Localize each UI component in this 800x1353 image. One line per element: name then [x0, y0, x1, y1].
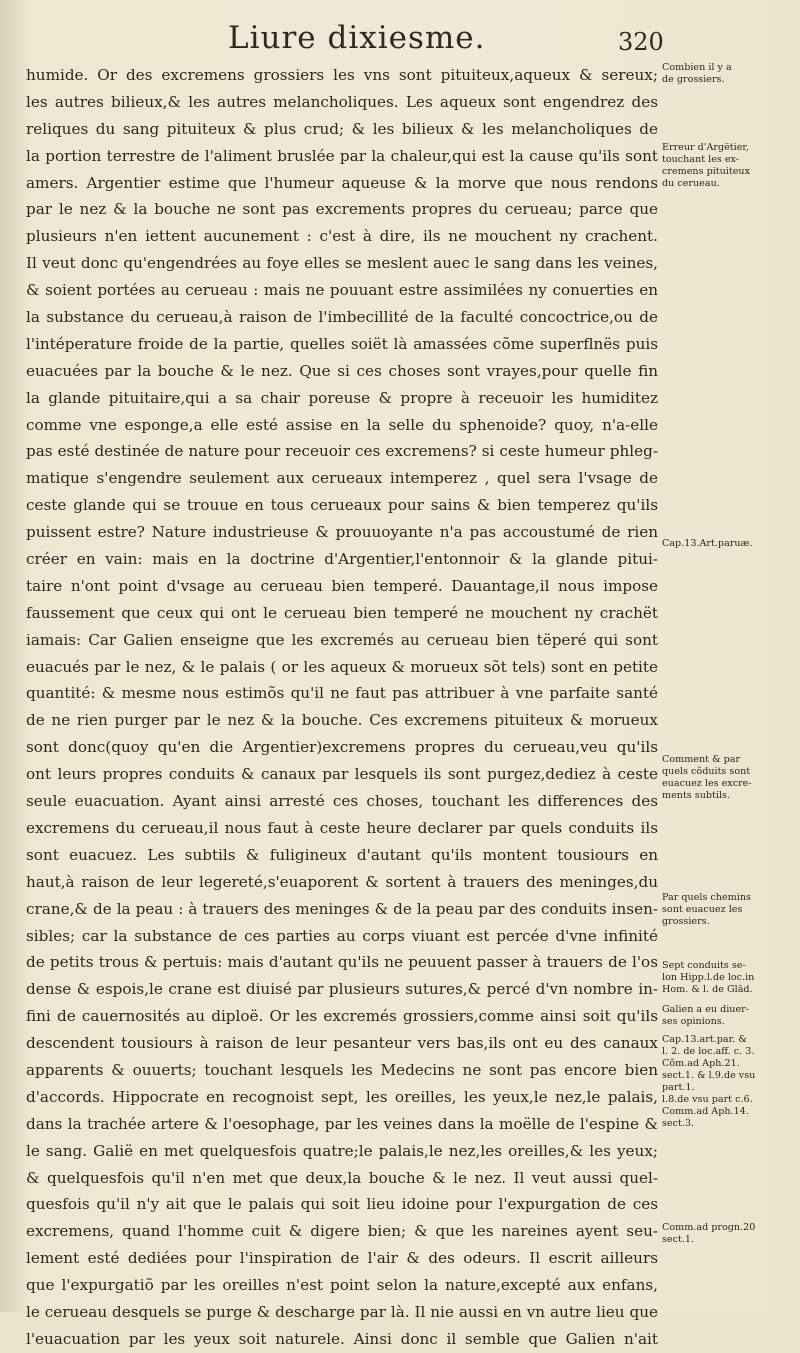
text-line: humide. Or des excremens grossiers les vns sont pituiteux,aqueux & sereux; — [26, 66, 658, 84]
text-line: pas esté destinée de nature pour receuoir ces excremens? si ceste humeur phleg- — [26, 442, 658, 461]
margin-note-line: Sept conduits se- — [662, 960, 746, 971]
body-text — [26, 62, 658, 1353]
margin-note-line: Comm.ad Aph.14. — [662, 1106, 749, 1117]
text-line: quantité: & mesme nous estimõs qu'il ne faut pas attribuer à vne parfaite santé — [26, 684, 658, 703]
margin-note-line: touchant les ex- — [662, 154, 740, 165]
text-line: d'accords. Hippocrate en recognoist sept, les oreilles, les yeux,le nez,le palais, — [26, 1087, 658, 1106]
margin-note-5 — [662, 892, 794, 928]
margin-note-3 — [662, 538, 794, 550]
margin-note-line: l. 2. de loc.aff. c. 3. — [662, 1046, 755, 1057]
margin-note-line: quels cõduits sont — [662, 766, 751, 777]
margin-note-line: Combien il y a — [662, 62, 732, 73]
margin-note-line: grossiers. — [662, 916, 710, 927]
text-line: excremens, quand l'homme cuit & digere bien; & que les nareines ayent seu- — [26, 1222, 658, 1241]
margin-note-line: Erreur d'Argëtier, — [662, 142, 749, 153]
text-line: & quelquesfois qu'il n'en met que deux,la bouche & le nez. Il veut aussi quel- — [26, 1168, 658, 1187]
text-line: descendent tousiours à raison de leur pesanteur vers bas,ils ont eu des canaux — [26, 1034, 658, 1053]
text-line: la substance du cerueau,à raison de l'imbecillité de la faculté concoctrice,ou de — [26, 308, 658, 327]
text-line: sibles; car la substance de ces parties au corps viuant est percée d'vne infinité — [26, 926, 658, 945]
text-line: le sang. Galië en met quelquesfois quatre;le palais,le nez,les oreilles,& les yeux; — [26, 1141, 658, 1160]
text-line: l'intéperature froide de la partie, quelles soiët là amassées cõme superflnës puis — [26, 334, 658, 353]
text-line: lement esté dediées pour l'inspiration de l'air & des odeurs. Il escrit ailleurs — [26, 1249, 658, 1268]
text-line: sont donc(quoy qu'en die Argentier)excremens propres du cerueau,veu qu'ils — [26, 738, 658, 757]
text-line: seule euacuation. Ayant ainsi arresté ces choses, touchant les differences des — [26, 792, 658, 811]
margin-note-line: euacuez les excre- — [662, 778, 752, 789]
margin-note-6 — [662, 960, 794, 996]
page-number: 320 — [618, 28, 664, 56]
margin-note-line: Cõm.ad Aph.21. — [662, 1058, 740, 1069]
margin-note-line: sect.3. — [662, 1118, 695, 1129]
text-line: euacuées par la bouche & le nez. Que si ces choses sont vrayes,pour quelle fin — [26, 361, 658, 380]
margin-note-line: ments subtils. — [662, 790, 730, 801]
text-line: euacués par le nez, & le palais ( or les aqueux & morueux sõt tels) sont en petite — [26, 657, 658, 676]
margin-note-line: Cap.13.Art.paruæ. — [662, 538, 753, 549]
text-line: Il veut donc qu'engendrées au foye elles se meslent auec le sang dans les veines, — [26, 254, 658, 273]
page-header — [0, 18, 800, 58]
margin-note-line: ses opinions. — [662, 1016, 725, 1027]
text-line: ceste glande qui se trouue en tous cerueaux pour sains & bien temperez qu'ils — [26, 496, 658, 515]
text-line: fini de cauernosités au diploë. Or les excremés grossiers,comme ainsi soit qu'ils — [26, 1007, 658, 1026]
text-line: crane,& de la peau : à trauers des meninges & de la peau par des conduits insen- — [26, 899, 658, 918]
text-line: la glande pituitaire,qui a sa chair poreuse & propre à receuoir les humiditez — [26, 388, 658, 407]
text-line: de ne rien purger par le nez & la bouche. Ces excremens pituiteux & morueux — [26, 711, 658, 730]
margin-note-line: sect.1. & l.9.de vsu — [662, 1070, 756, 1081]
margin-note-line: Par quels chemins — [662, 892, 751, 903]
text-line: dense & espois,le crane est diuisé par plusieurs sutures,& percé d'vn nombre in- — [26, 980, 658, 999]
text-line: comme vne esponge,a elle esté assise en la selle du sphenoide? quoy, n'a-elle — [26, 415, 658, 434]
text-line: par le nez & la bouche ne sont pas excrements propres du cerueau; parce que — [26, 200, 658, 219]
text-line: faussement que ceux qui ont le cerueau bien temperé ne mouchent ny crachët — [26, 603, 658, 622]
margin-note-4 — [662, 754, 794, 802]
margin-note-line: sont euacuez les — [662, 904, 743, 915]
margin-note-2 — [662, 142, 794, 190]
text-line: excremens du cerueau,il nous faut à ceste heure declarer par quels conduits ils — [26, 818, 658, 837]
margin-note-line: sect.1. — [662, 1234, 695, 1245]
margin-note-line: du cerueau. — [662, 178, 720, 189]
margin-note-line: part.1. — [662, 1082, 695, 1093]
text-line: la portion terrestre de l'aliment bruslée par la chaleur,qui est la cause qu'ils sont — [26, 146, 658, 165]
margin-note-9 — [662, 1222, 794, 1246]
text-line: matique s'engendre seulement aux cerueaux intemperez , quel sera l'vsage de — [26, 469, 658, 488]
text-line: sont euacuez. Les subtils & fuligineux d'autant qu'ils montent tousiours en — [26, 845, 658, 864]
text-line: créer en vain: mais en la doctrine d'Argentier,l'entonnoir & la glande pitui- — [26, 550, 658, 569]
text-line: iamais: Car Galien enseigne que les excremés au cerueau bien tëperé qui sont — [26, 630, 658, 649]
margin-note-line: Comment & par — [662, 754, 741, 765]
text-line: dans la trachée artere & l'oesophage, par les veines dans la moëlle de l'espine & — [26, 1114, 658, 1133]
margin-note-line: de grossiers. — [662, 74, 725, 85]
margin-note-line: Galien a eu diuer- — [662, 1004, 749, 1015]
margin-note-line: l.8.de vsu part c.6. — [662, 1094, 753, 1105]
text-line: amers. Argentier estime que l'humeur aqueuse & la morve que nous rendons — [26, 173, 658, 192]
margin-note-line: lon Hipp.l.de loc.in — [662, 972, 755, 983]
text-line: les autres bilieux,& les autres melancholiques. Les aqueux sont engendrez des — [26, 92, 658, 111]
margin-note-line: cremens pituiteux — [662, 166, 750, 177]
text-line: l'euacuation par les yeux soit naturele. Ainsi donc il semble que Galien n'ait — [26, 1329, 658, 1348]
margin-note-line: Cap.13.art.par. & — [662, 1034, 747, 1045]
text-line: de petits trous & pertuis: mais d'autant qu'ils ne peuuent passer à trauers de l'os — [26, 953, 658, 972]
text-line: reliques du sang pituiteux & plus crud; & les bilieux & les melancholiques de — [26, 119, 658, 138]
text-line: & soient portées au cerueau : mais ne pouuant estre assimilées ny conuerties en — [26, 281, 658, 300]
text-line: haut,à raison de leur legereté,s'euaporent & sortent à trauers des meninges,du — [26, 872, 658, 891]
margin-note-1 — [662, 62, 794, 86]
text-line: puissent estre? Nature industrieuse & prouuoyante n'a pas accoustumé de rien — [26, 523, 658, 542]
text-line: apparents & ouuerts; touchant lesquels les Medecins ne sont pas encore bien — [26, 1060, 658, 1079]
text-line: taire n'ont point d'vsage au cerueau bien temperé. Dauantage,il nous impose — [26, 576, 658, 595]
text-line: que l'expurgatiõ par les oreilles n'est point selon la nature,excepté aux enfans, — [26, 1276, 658, 1295]
text-line: plusieurs n'en iettent aucunement : c'est à dire, ils ne mouchent ny crachent. — [26, 227, 658, 246]
text-line: le cerueau desquels se purge & descharge par là. Il nie aussi en vn autre lieu que — [26, 1302, 658, 1321]
margin-note-7 — [662, 1004, 794, 1028]
text-line: quesfois qu'il n'y ait que le palais qui soit lieu idoine pour l'expurgation de ces — [26, 1195, 658, 1214]
margin-note-line: Hom. & l. de Glād. — [662, 984, 753, 995]
running-title: Liure dixiesme. — [228, 20, 486, 56]
margin-note-8 — [662, 1034, 794, 1130]
text-line: ont leurs propres conduits & canaux par lesquels ils sont purgez,dediez à ceste — [26, 765, 658, 784]
margin-note-line: Comm.ad progn.20 — [662, 1222, 756, 1233]
